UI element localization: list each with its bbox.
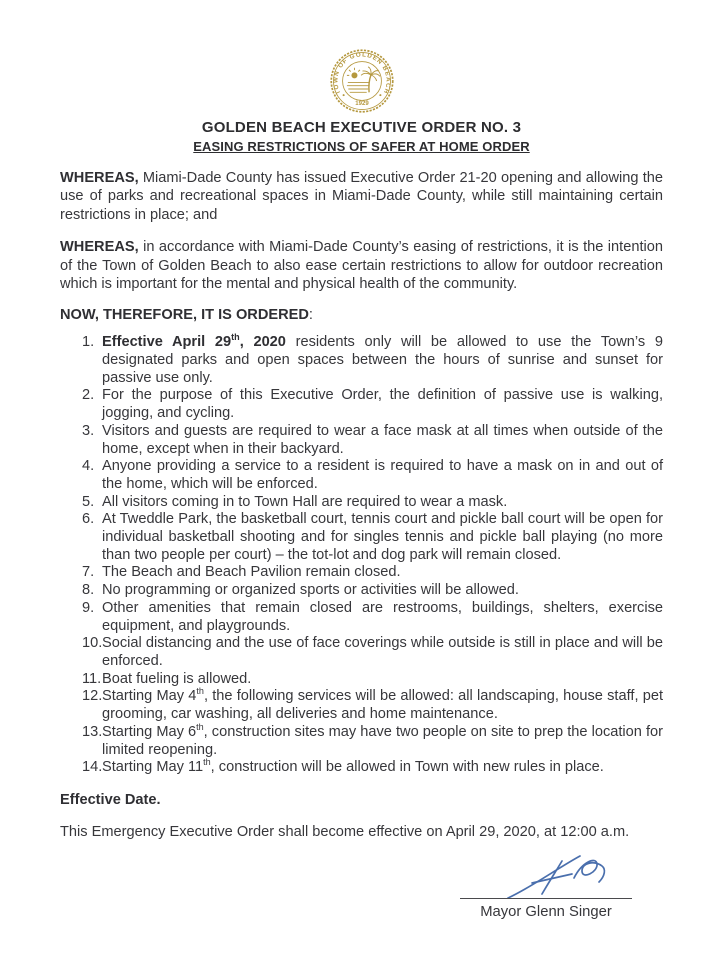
- signature-line: [460, 898, 632, 899]
- order-item: Starting May 11th, construction will be allowed in Town with new rules in place.: [102, 757, 604, 776]
- document-subtitle: EASING RESTRICTIONS OF SAFER AT HOME ORDER: [193, 139, 530, 154]
- effective-date-text: This Emergency Executive Order shall become effective on April 29, 2020, at 12:00 a.m.: [60, 824, 630, 841]
- order-list: [82, 334, 663, 777]
- order-item: At Tweddle Park, the basketball court, tennis court and pickle ball court will be open for individual basketball shooting and for singles tennis and pickle ball playing (no more than two people per court) – the tot-lot and dog park will remain closed.: [102, 511, 663, 563]
- order-item: All visitors coming in to Town Hall are required to wear a mask.: [102, 493, 508, 510]
- document-title: GOLDEN BEACH EXECUTIVE ORDER NO. 3: [201, 119, 522, 136]
- signature-block: [60, 852, 663, 921]
- order-item: The Beach and Beach Pavilion remain closed.: [102, 564, 401, 581]
- signatory-name: Mayor Glenn Singer: [480, 903, 612, 920]
- order-item: No programming or organized sports or activities will be allowed.: [102, 582, 519, 599]
- order-item: Starting May 4th, the following services will be allowed: all landscaping, house staff, pet grooming, car washing, all deliveries and home maintenance.: [102, 686, 663, 723]
- seal-year: 1929: [354, 101, 369, 108]
- seal-dot-left: [342, 94, 344, 96]
- order-item: Social distancing and the use of face coverings while outside is still in place and will be enforced.: [102, 635, 663, 669]
- seal-palm-scene-icon: [346, 67, 379, 92]
- order-item: Visitors and guests are required to wear a face mask at all times when outside of the home, except when in their backyard.: [102, 422, 663, 457]
- whereas-paragraph-1: WHEREAS, Miami-Dade County has issued Executive Order 21-20 opening and allowing the use of parks and recreational spaces in Miami-Dade County, while still maintaining certain restrictions in place; and: [60, 170, 663, 223]
- order-item: Starting May 6th, construction sites may have two people on site to prep the location for limited reopening.: [102, 721, 663, 758]
- mayor-signature-ink: [502, 852, 624, 902]
- effective-date-heading: Effective Date.: [60, 791, 161, 808]
- seal-dot-right: [379, 94, 381, 96]
- whereas-paragraph-2: WHEREAS, in accordance with Miami-Dade County’s easing of restrictions, it is the intention of the Town of Golden Beach to also ease certain restrictions to allow for outdoor recreation which is important for the mental and physical health of the community.: [60, 239, 663, 293]
- order-item: Other amenities that remain closed are restrooms, buildings, shelters, exercise equipment, and playgrounds.: [102, 599, 663, 634]
- town-seal-logo: [328, 48, 396, 114]
- order-item: Effective April 29th, 2020 residents only will be allowed to use the Town’s 9 designated parks and open spaces between the hours of sunrise and sunset for passive use only.: [102, 332, 663, 386]
- order-item: For the purpose of this Executive Order, the definition of passive use is walking, jogging, and cycling.: [102, 387, 663, 422]
- order-clause: NOW, THEREFORE, IT IS ORDERED:: [60, 307, 313, 324]
- seal-ring-text: TOWN OF GOLDEN BEACH: [331, 51, 392, 96]
- order-item: Anyone providing a service to a resident is required to have a mask on in and out of the home, which will be enforced.: [102, 458, 663, 492]
- order-item: Boat fueling is allowed.: [102, 670, 252, 687]
